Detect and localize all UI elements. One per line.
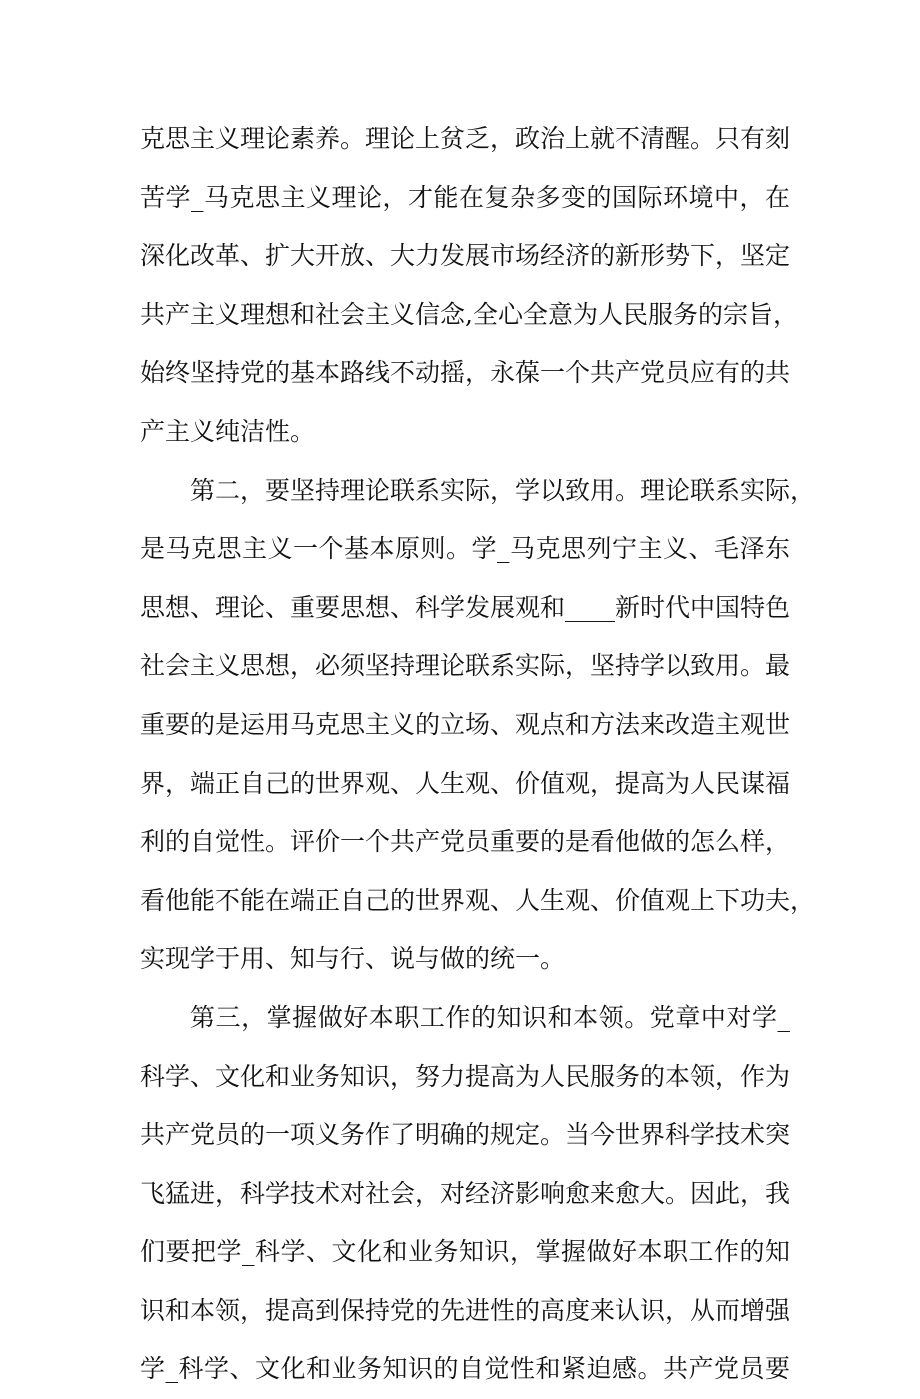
text-line: 界，端正自己的世界观、人生观、价值观，提高为人民谋福 [140, 768, 791, 798]
document-body [140, 110, 816, 1399]
paragraph-start-line: 第三，掌握做好本职工作的知识和本领。党章中对学_ [190, 1002, 790, 1032]
text-line: 始终坚持党的基本路线不动摇，永葆一个共产党员应有的共 [140, 358, 791, 388]
text-line: 思想、理论、重要思想、科学发展观和____新时代中国特色 [140, 592, 791, 622]
text-line: 共产主义理想和社会主义信念,全心全意为人民服务的宗旨， [140, 299, 798, 329]
text-line: 实现学于用、知与行、说与做的统一。 [140, 944, 566, 974]
text-line: 深化改革、扩大开放、大力发展市场经济的新形势下，坚定 [140, 241, 791, 271]
text-line: 克思主义理论素养。理论上贫乏，政治上就不清醒。只有刻 [140, 124, 791, 153]
text-line: 科学、文化和业务知识，努力提高为人民服务的本领，作为 [140, 1061, 791, 1091]
text-line: 们要把学_科学、文化和业务知识，掌握做好本职工作的知 [140, 1237, 790, 1267]
text-line: 是马克思主义一个基本原则。学_马克思列宁主义、毛泽东 [140, 534, 790, 564]
text-line: 苦学_马克思主义理论，才能在复杂多变的国际环境中，在 [140, 182, 790, 212]
text-line: 看他能不能在端正自己的世界观、人生观、价值观上下功夫， [140, 885, 816, 915]
text-line: 学_科学、文化和业务知识的自觉性和紧迫感。共产党员要 [140, 1354, 790, 1384]
text-line: 共产党员的一项义务作了明确的规定。当今世界科学技术突 [140, 1120, 791, 1150]
text-line: 飞猛进，科学技术对社会，对经济影响愈来愈大。因此，我 [140, 1178, 791, 1208]
paragraph-start-line: 第二，要坚持理论联系实际，学以致用。理论联系实际， [190, 475, 816, 505]
text-line: 利的自觉性。评价一个共产党员重要的是看他做的怎么样， [140, 827, 791, 857]
text-line: 重要的是运用马克思主义的立场、观点和方法来改造主观世 [140, 709, 791, 739]
text-line: 产主义纯洁性。 [140, 416, 316, 446]
text-line: 社会主义思想，必须坚持理论联系实际，坚持学以致用。最 [140, 651, 791, 681]
text-line: 识和本领，提高到保持党的先进性的高度来认识，从而增强 [140, 1295, 791, 1325]
